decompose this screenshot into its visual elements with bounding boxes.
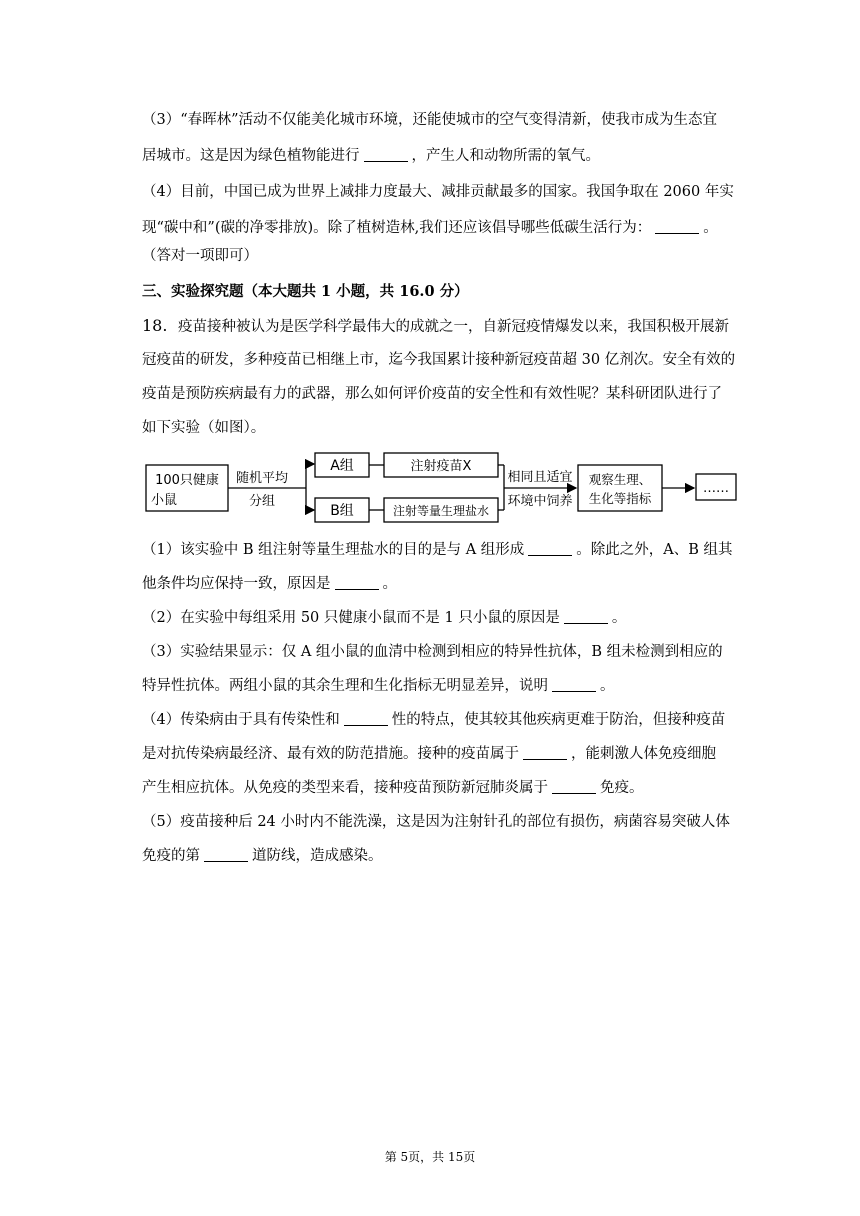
answer-blank[interactable] [655, 219, 699, 234]
paragraph-4-line2: 现“碳中和”(碳的净零排放)。除了植树造林,我们还应该倡导哪些低碳生活行为： 。 [142, 220, 718, 236]
sub-4-line2: 是对抗传染病最经济、最有效的防范措施。接种的疫苗属于 ，能刺激人体免疫细胞 [142, 746, 716, 762]
answer-blank[interactable] [528, 541, 572, 556]
question-number: 18. [142, 316, 168, 335]
sub-4-line3: 产生相应抗体。从免疫的类型来看，接种疫苗预防新冠肺炎属于 免疫。 [142, 780, 644, 796]
sub-3-line2: 特异性抗体。两组小鼠的其余生理和生化指标无明显差异，说明 。 [142, 678, 615, 694]
answer-blank[interactable] [344, 711, 388, 726]
paragraph-3-line2: 居城市。这是因为绿色植物能进行 ，产生人和动物所需的氧气。 [142, 148, 600, 164]
question-18-line1: 18. 疫苗接种被认为是医学科学最伟大的成就之一，自新冠疫情爆发以来，我国积极开展新 [142, 310, 762, 343]
answer-blank[interactable] [564, 609, 608, 624]
start-label-1: 100只健康 [155, 473, 219, 488]
paragraph-4-line1: （4）目前，中国已成为世界上减排力度最大、减排贡献最多的国家。我国争取在 2060 年实 [142, 184, 734, 200]
paragraph-4-line3: （答对一项即可） [142, 248, 258, 264]
split-label-2: 分组 [248, 494, 276, 509]
group-a-label: A组 [330, 458, 354, 474]
answer-blank[interactable] [523, 745, 567, 760]
sub-2-line1: （2）在实验中每组采用 50 只健康小鼠而不是 1 只小鼠的原因是 。 [142, 610, 627, 626]
answer-blank[interactable] [552, 779, 596, 794]
sub-1-line1: （1）该实验中 B 组注射等量生理盐水的目的是与 A 组形成 。除此之外，A、B 组其 [142, 542, 733, 558]
section-heading: 三、实验探究题（本大题共 1 小题，共 16.0 分） [142, 283, 469, 300]
group-b-label: B组 [330, 503, 354, 519]
question-18-line3: 疫苗是预防疾病最有力的武器，那么如何评价疫苗的安全性和有效性呢？某科研团队进行了 [142, 386, 722, 402]
env-label-2: 环境中饲养 [507, 494, 573, 509]
treat-a-label: 注射疫苗X [410, 459, 472, 474]
answer-blank[interactable] [364, 147, 408, 162]
sub-5-line1: （5）疫苗接种后 24 小时内不能洗澡，这是因为注射针孔的部位有损伤，病菌容易突破人体 [142, 814, 730, 830]
sub-4-line1: （4）传染病由于具有传染性和 性的特点，使其较其他疾病更难于防治，但接种疫苗 [142, 712, 726, 728]
sub-3-line1: （3）实验结果显示：仅 A 组小鼠的血清中检测到相应的特异性抗体，B 组未检测到相应的 [142, 644, 723, 660]
sub-5-line2: 免疫的第 道防线，造成感染。 [142, 848, 383, 864]
start-label-2: 小鼠 [150, 493, 178, 508]
env-label-1: 相同且适宜 [507, 470, 573, 485]
page-footer: 第 5页，共 15页 [384, 1150, 476, 1164]
question-18-line2: 冠疫苗的研发，多种疫苗已相继上市，迄今我国累计接种新冠疫苗超 30 亿剂次。安全有效的 [142, 352, 736, 368]
experiment-flow-diagram [138, 448, 748, 530]
paragraph-3-line1: （3）“春晖林”活动不仅能美化城市环境，还能使城市的空气变得清新，使我市成为生态宜 [142, 112, 718, 128]
observe-label-2: 生化等指标 [588, 491, 652, 506]
treat-b-label: 注射等量生理盐水 [392, 504, 490, 518]
split-label-1: 随机平均 [235, 471, 289, 486]
question-18-line4: 如下实验（如图）。 [142, 420, 266, 436]
end-label: …… [703, 481, 729, 496]
answer-blank[interactable] [335, 575, 379, 590]
answer-blank[interactable] [204, 847, 248, 862]
sub-1-line2: 他条件均应保持一致，原因是 。 [142, 576, 397, 592]
observe-label-1: 观察生理、 [588, 472, 652, 487]
answer-blank[interactable] [552, 677, 596, 692]
